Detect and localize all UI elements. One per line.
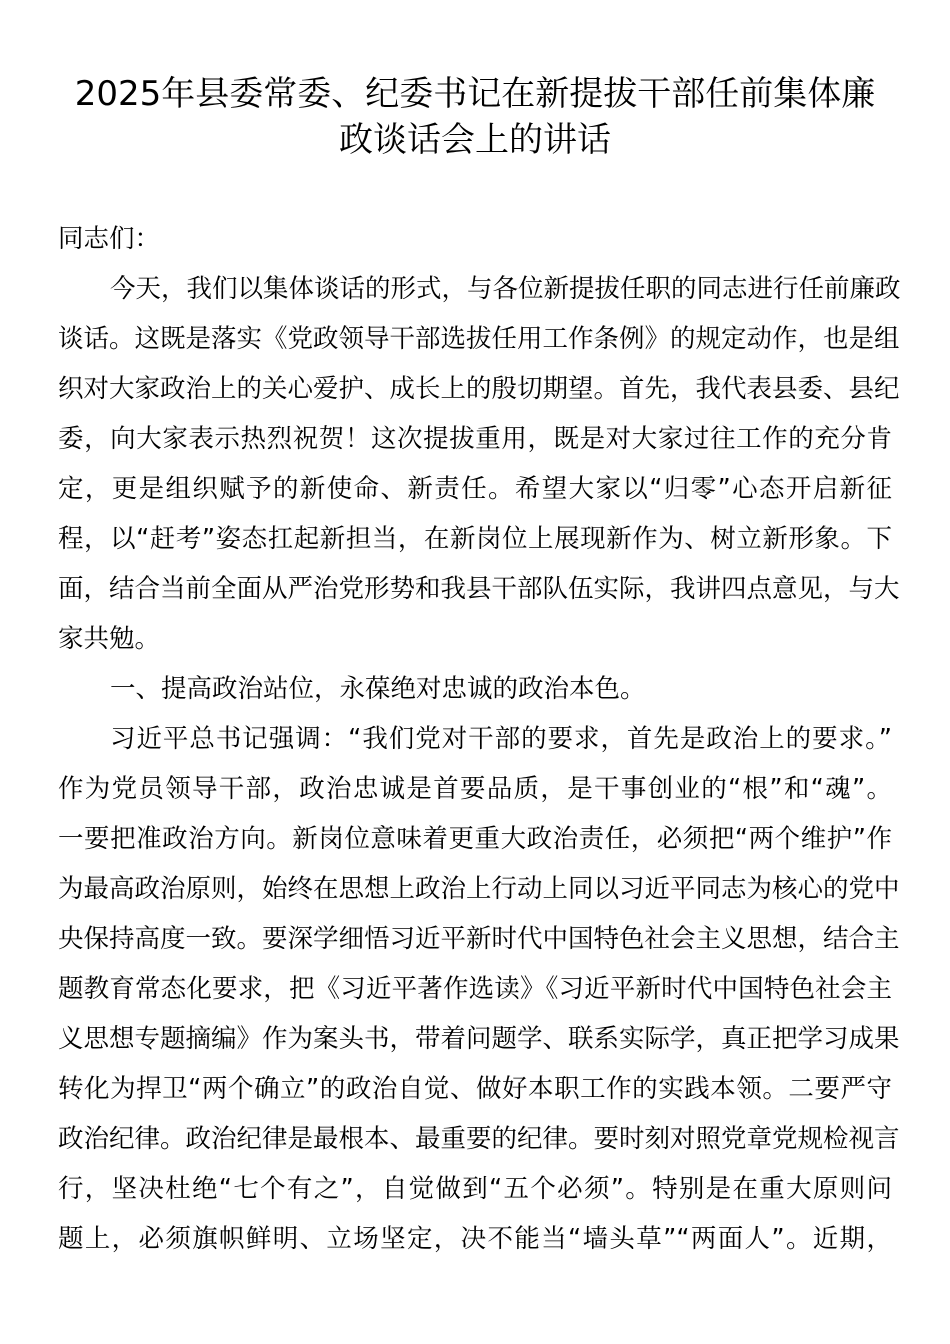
body-line: 为最高政治原则，始终在思想上政治上行动上同以习近平同志为核心的党中: [58, 874, 900, 904]
body-line: 作为党员领导干部，政治忠诚是首要品质，是干事创业的“根”和“魂”。: [58, 774, 892, 804]
salutation: 同志们：: [58, 224, 161, 254]
document-title-line-2: 政谈话会上的讲话: [339, 120, 611, 160]
body-line: 一要把准政治方向。新岗位意味着更重大政治责任，必须把“两个维护”作: [58, 824, 892, 854]
body-line: 行，坚决杜绝“七个有之”，自觉做到“五个必须”。特别是在重大原则问: [58, 1174, 892, 1204]
body-line: 义思想专题摘编》作为案头书，带着问题学、联系实际学，真正把学习成果: [58, 1024, 900, 1054]
body-line: 定，更是组织赋予的新使命、新责任。希望大家以“归零”心态开启新征: [58, 474, 892, 504]
section-heading: 一、提高政治站位，永葆绝对忠诚的政治本色。: [110, 674, 646, 704]
body-line: 政治纪律。政治纪律是最根本、最重要的纪律。要时刻对照党章党规检视言: [58, 1124, 900, 1154]
body-line: 转化为捍卫“两个确立”的政治自觉、做好本职工作的实践本领。二要严守: [58, 1074, 892, 1104]
document-title-line-1: 2025年县委常委、纪委书记在新提拔干部任前集体廉: [74, 74, 876, 114]
body-line: 家共勉。: [58, 624, 161, 654]
body-line: 习近平总书记强调：“我们党对干部的要求，首先是政治上的要求。”: [110, 724, 892, 754]
body-line: 题上，必须旗帜鲜明、立场坚定，决不能当“墙头草”“两面人”。近期，: [58, 1224, 892, 1254]
body-line: 程，以“赶考”姿态扛起新担当，在新岗位上展现新作为、树立新形象。下: [58, 524, 892, 554]
body-line: 央保持高度一致。要深学细悟习近平新时代中国特色社会主义思想，结合主: [58, 924, 900, 954]
body-line: 面，结合当前全面从严治党形势和我县干部队伍实际，我讲四点意见，与大: [58, 574, 900, 604]
body-line: 委，向大家表示热烈祝贺！这次提拔重用，既是对大家过往工作的充分肯: [58, 424, 892, 454]
body-line: 题教育常态化要求，把《习近平著作选读》《习近平新时代中国特色社会主: [58, 974, 892, 1004]
body-line: 织对大家政治上的关心爱护、成长上的殷切期望。首先，我代表县委、县纪: [58, 374, 900, 404]
body-line: 今天，我们以集体谈话的形式，与各位新提拔任职的同志进行任前廉政: [110, 274, 901, 304]
body-line: 谈话。这既是落实《党政领导干部选拔任用工作条例》的规定动作，也是组: [58, 324, 900, 354]
